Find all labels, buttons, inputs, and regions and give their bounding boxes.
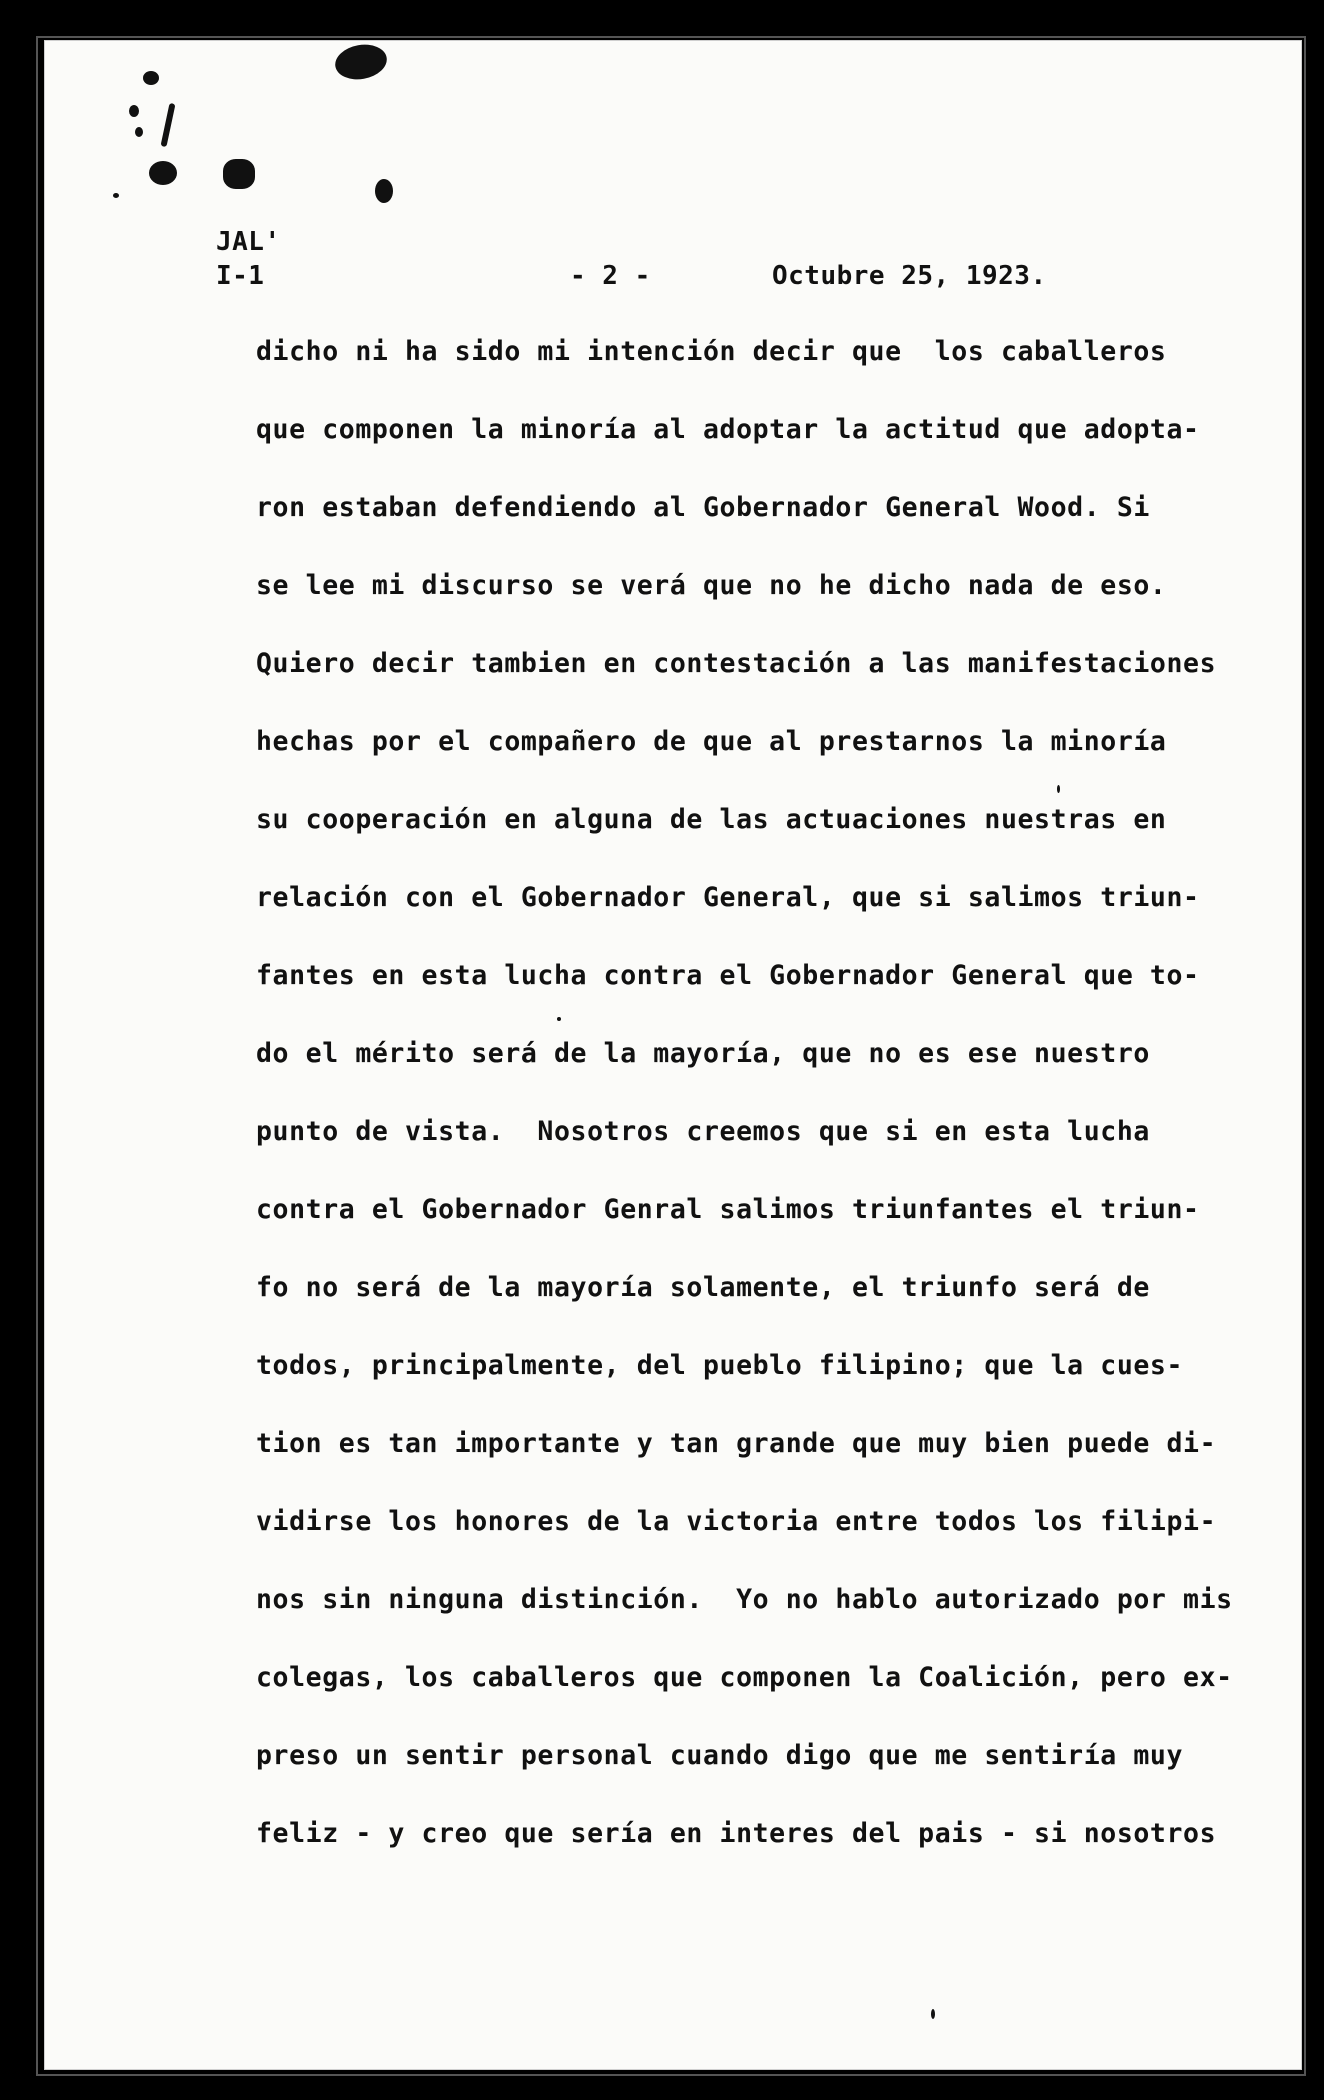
text-line: vidirse los honores de la victoria entre todos los filipi- [256,1506,1217,1537]
ink-blot [223,159,255,189]
ink-speck [931,2009,935,2019]
document-date: Octubre 25, 1923. [772,261,1047,291]
text-line: contra el Gobernador Genral salimos triunfantes el triun- [256,1194,1200,1225]
text-line: todos, principalmente, del pueblo filipino; que la cues- [256,1350,1184,1381]
ink-blot [135,127,143,137]
text-line: fo no será de la mayoría solamente, el triunfo será de [256,1272,1150,1303]
text-line: feliz - y creo que sería en interes del pais - si nosotros [256,1818,1217,1849]
text-line: tion es tan importante y tan grande que muy bien puede di- [256,1428,1217,1459]
text-line: dicho ni ha sido mi intención decir que los caballeros [256,336,1167,367]
ink-blot [113,193,119,198]
text-line: relación con el Gobernador General, que si salimos triun- [256,882,1200,913]
text-line: do el mérito será de la mayoría, que no es ese nuestro [256,1038,1150,1069]
typist-initials: JAL' [216,227,281,257]
text-line: su cooperación en alguna de las actuaciones nuestras en [256,804,1167,835]
ink-blot [160,103,175,147]
document-code: I-1 [216,261,265,291]
text-line: hechas por el compañero de que al prestarnos la minoría [256,726,1167,757]
ink-blot [332,41,389,84]
text-line: ron estaban defendiendo al Gobernador General Wood. Si [256,492,1150,523]
text-line: preso un sentir personal cuando digo que me sentiría muy [256,1740,1184,1771]
text-line: punto de vista. Nosotros creemos que si en esta lucha [256,1116,1150,1147]
text-line: que componen la minoría al adoptar la actitud que adopta- [256,414,1200,445]
text-line: fantes en esta lucha contra el Gobernador General que to- [256,960,1200,991]
ink-blot [129,105,139,117]
ink-blot [149,161,177,185]
text-line: nos sin ninguna distinción. Yo no hablo autorizado por mis [256,1584,1233,1615]
page-number: - 2 - [570,261,651,291]
text-line: Quiero decir tambien en contestación a las manifestaciones [256,648,1217,679]
ink-blot [375,179,393,203]
text-line: se lee mi discurso se verá que no he dicho nada de eso. [256,570,1167,601]
body-text [256,334,1233,1894]
ink-blot [143,71,159,85]
text-line: colegas, los caballeros que componen la Coalición, pero ex- [256,1662,1233,1693]
